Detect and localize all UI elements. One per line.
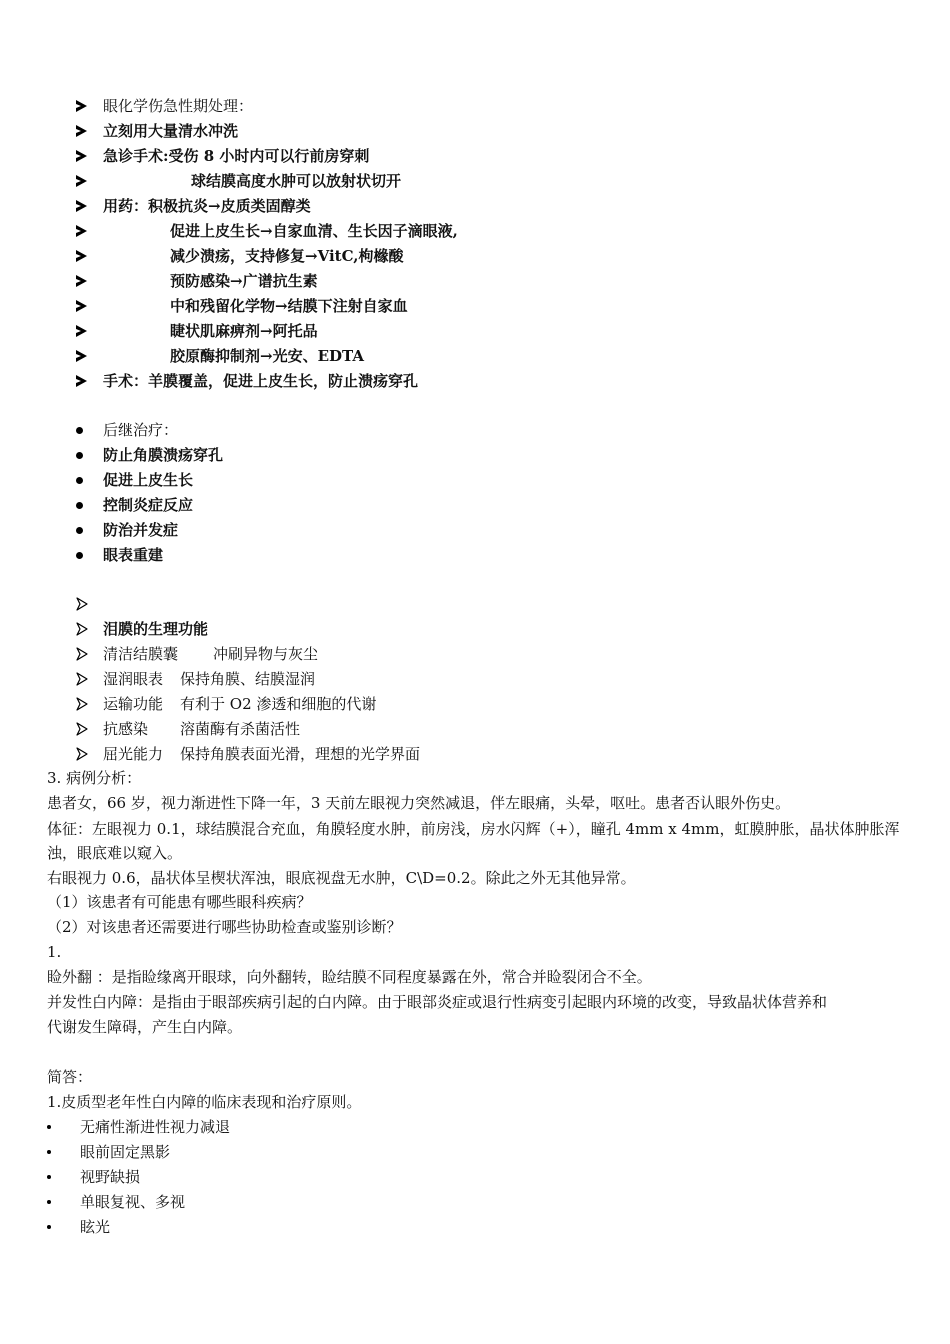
small-dot-bullet-icon <box>47 1225 51 1229</box>
small-dot-bullet-icon <box>47 1150 51 1154</box>
small-dot-bullet-icon <box>47 1125 51 1129</box>
case-question: （1）该患者有可能患有哪些眼科疾病？ <box>47 893 312 911</box>
dot-bullet-icon <box>76 502 83 509</box>
case-paragraph: 患者女，66 岁，视力渐进性下降一年，3 天前左眼视力突然减退，伴左眼痛，头晕，呕吐。患者否认眼外伤史。 <box>47 794 791 812</box>
short-answer-question: 1.皮质型老年性白内障的临床表现和治疗原则。 <box>47 1093 362 1111</box>
outline-arrow-bullet-icon <box>76 622 88 636</box>
case-question: （2）对该患者还需要进行哪些协助检查或鉴别诊断？ <box>47 918 402 936</box>
outline-arrow-bullet-icon <box>76 747 88 761</box>
tear-title: 泪膜的生理功能 <box>103 620 209 638</box>
short-answer-heading: 简答： <box>47 1068 93 1086</box>
case-paragraph: 并发性白内障：是指由于眼部疾病引起的白内障。由于眼部炎症或退行性病变引起眼内环境的改变，导致晶状体营养和 <box>47 993 828 1011</box>
arrow-bullet-icon <box>76 275 87 287</box>
arrow-bullet-icon <box>76 200 87 212</box>
dot-bullet-icon <box>76 552 83 559</box>
case-heading: 3. 病例分析： <box>47 769 142 787</box>
case-paragraph: 右眼视力 0.6，晶状体呈楔状浑浊，眼底视盘无水肿，C\D=0.2。除此之外无其他异常。 <box>47 869 636 887</box>
case-paragraph: 浊，眼底难以窥入。 <box>47 844 183 862</box>
arrow-bullet-icon <box>76 100 87 112</box>
outline-arrow-bullet-icon <box>76 647 88 661</box>
case-paragraph: 1. <box>47 943 62 961</box>
arrow-bullet-icon <box>76 125 87 137</box>
outline-arrow-bullet-icon <box>76 672 88 686</box>
document-page: 眼化学伤急性期处理： 立刻用大量清水冲洗 急诊手术:受伤 8 小时内可以行前房穿刺 球结膜高度水肿可以放射状切开 用药：积极抗炎→皮质类固醇类 促进上皮生长→自家血清、生长因子滴眼液, 减少溃疡，支持修复→VitC,枸橼酸 预防感染→广谱抗生素 中和残留化学物→结膜下注射自家血 睫状肌麻痹剂→阿托品 胶原酶抑制剂→光安、EDTA 手术：羊膜覆盖，促进上皮生长，防止溃疡穿孔 后继治疗： 防止角膜溃疡穿孔 促进上皮生长 控制炎症反应 防治并发症 眼表重建 泪膜的生理功能 清洁结膜囊 冲刷异物与灰尘 湿润眼表 保持角膜、结膜湿润 运输功能 有利于 O2 渗透和细胞的代谢 抗感染 溶菌酶有杀菌活性 屈光能力 保持角膜表面光滑，理想的光学界面 3. 病例分析： 患者女，66 岁，视力渐进性下降一年，3 天前左眼视力突然减退，伴左眼痛，头晕，呕吐。患者否认眼外伤史。 体征：左眼视力 0.1，球结膜混合充血，角膜轻度水肿，前房浅，房水闪辉（+），瞳孔 4mm x 4mm，虹膜肿胀，晶状体肿胀浑 浊，眼底难以窥入。 右眼视力 0.6，晶状体呈楔状浑浊，眼底视盘无水肿，C\D=0.2。除此之外无其他异常。 （1）该患者有可能患有哪些眼科疾病？ （2）对该患者还需要进行哪些协助检查或鉴别诊断？ 1. 睑外翻 ：是指睑缘离开眼球，向外翻转，睑结膜不同程度暴露在外，常合并睑裂闭合不全。 并发性白内障：是指由于眼部疾病引起的白内障。由于眼部炎症或退行性病变引起眼内环境的改变，导致晶状体营养和 代谢发生障碍，产生白内障。 简答： 1.皮质型老年性白内障的临床表现和治疗原则。 无痛性渐进性视力减退 眼前固定黑影 视野缺损 单眼复视、多视 眩光 <box>47 97 900 1236</box>
arrow-bullet-icon <box>76 325 87 337</box>
dot-bullet-icon <box>76 527 83 534</box>
outline-arrow-bullet-icon <box>76 722 88 736</box>
arrow-bullet-icon <box>76 175 87 187</box>
dot-bullet-icon <box>76 477 83 484</box>
outline-arrow-bullet-icon <box>76 697 88 711</box>
small-dot-bullet-icon <box>47 1200 51 1204</box>
arrow-bullet-icon <box>76 375 87 387</box>
dot-bullet-icon <box>76 427 83 434</box>
case-paragraph: 代谢发生障碍，产生白内障。 <box>47 1018 243 1036</box>
arrow-bullet-icon <box>76 350 87 362</box>
arrow-bullet-icon <box>76 150 87 162</box>
small-dot-bullet-icon <box>47 1175 51 1179</box>
outline-arrow-bullet-icon <box>76 597 88 611</box>
case-paragraph: 体征：左眼视力 0.1，球结膜混合充血，角膜轻度水肿，前房浅，房水闪辉（+），瞳孔 4mm x 4mm，虹膜肿胀，晶状体肿胀浑 <box>47 820 900 838</box>
arrow-bullet-icon <box>76 300 87 312</box>
arrow-bullet-icon <box>76 250 87 262</box>
arrow-bullet-icon <box>76 225 87 237</box>
dot-bullet-icon <box>76 452 83 459</box>
case-paragraph: 睑外翻 ：是指睑缘离开眼球，向外翻转，睑结膜不同程度暴露在外，常合并睑裂闭合不全。 <box>47 968 652 986</box>
